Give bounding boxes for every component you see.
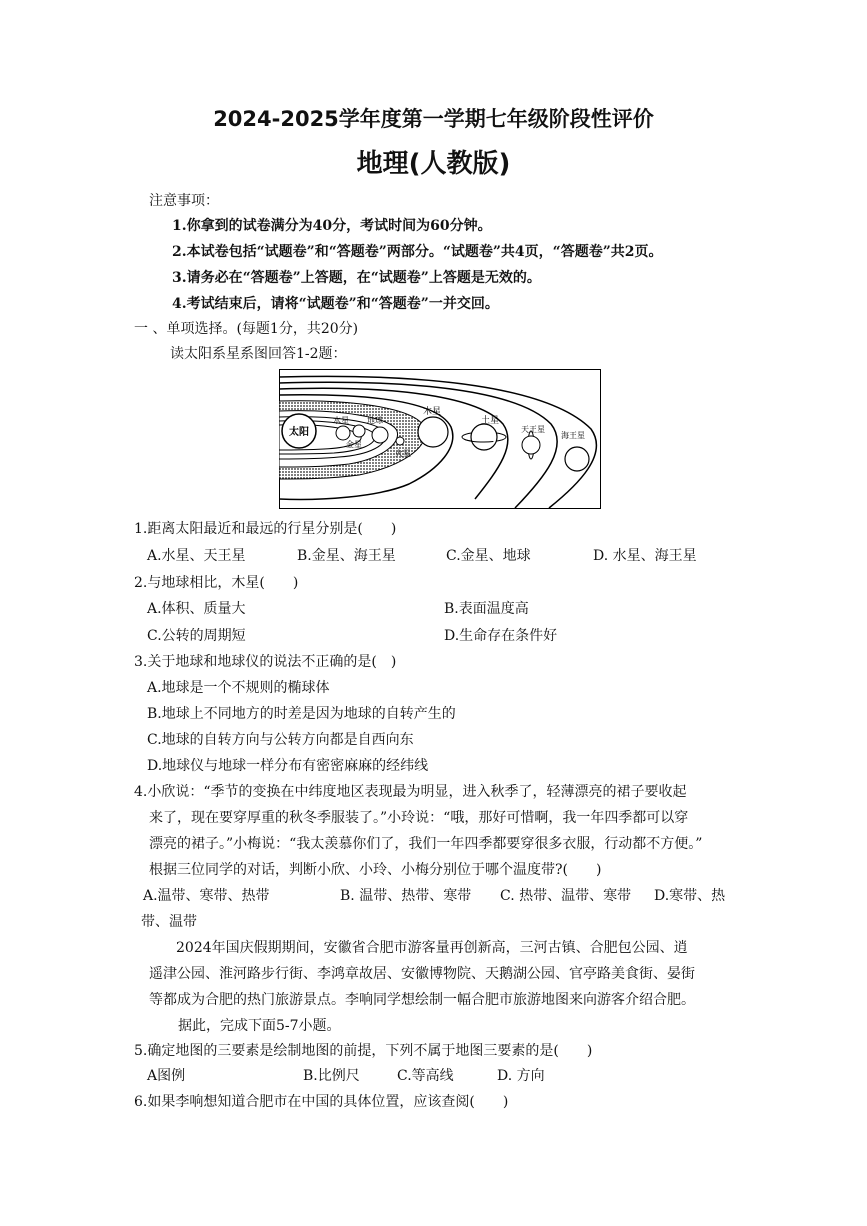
question-2-stem: 2.与地球相比，木星( ) (134, 575, 299, 591)
q5-option-b: B.比例尺 (303, 1068, 360, 1084)
section-heading: 一 、单项选择。(每题1分，共20分) (134, 321, 359, 337)
section-intro: 读太阳系星系图回答1-2题： (170, 346, 347, 362)
mars-label: 火星 (395, 449, 411, 458)
q4-option-a: A.温带、寒带、热带 (143, 888, 270, 904)
mercury-label: 水星 (333, 416, 349, 425)
jupiter-label: 木星 (423, 407, 442, 417)
q1-option-b: B.金星、海王星 (297, 548, 396, 564)
jupiter (418, 417, 448, 447)
q4-option-d-continued: 带、温带 (141, 914, 197, 930)
q4-option-b: B. 温带、热带、寒带 (340, 888, 472, 904)
saturn (471, 424, 497, 450)
notes-heading: 注意事项： (149, 193, 219, 209)
solar-system-diagram (279, 369, 601, 509)
q5-option-a: A图例 (147, 1068, 186, 1084)
question-4-line-3: 漂亮的裙子。”小梅说：“我太羡慕你们了，我们一年四季都要穿很多衣服，行动都不方便。” (149, 836, 703, 852)
q2-option-c: C.公转的周期短 (147, 628, 246, 644)
question-4-line-1: 4.小欣说：“季节的变换在中纬度地区表现最为明显，进入秋季了，轻薄漂亮的裙子要收起 (134, 784, 687, 800)
earth-label: 地球 (367, 416, 383, 425)
venus-label: 金星 (346, 440, 362, 449)
exam-title: 2024-2025学年度第一学期七年级阶段性评价 (213, 107, 654, 131)
q5-option-d: D. 方向 (497, 1068, 545, 1084)
mercury (336, 426, 350, 440)
sun-label: 太阳 (289, 427, 309, 438)
q4-option-c: C. 热带、温带、寒带 (500, 888, 632, 904)
question-4-line-2: 来了，现在要穿厚重的秋冬季服装了。”小玲说：“哦，那好可惜啊，我一年四季都可以穿 (149, 810, 689, 826)
q1-option-c: C.金星、地球 (446, 548, 531, 564)
question-5-stem: 5.确定地图的三要素是绘制地图的前提，下列不属于地图三要素的是( ) (134, 1043, 593, 1059)
q5-option-c: C.等高线 (397, 1068, 454, 1084)
q3-option-a: A.地球是一个不规则的椭球体 (147, 680, 330, 696)
question-3-stem: 3.关于地球和地球仪的说法不正确的是( ) (134, 654, 397, 670)
passage-line-2: 遥津公园、淮河路步行街、李鸿章故居、安徽博物院、天鹅湖公园、官亭路美食街、晏街 (149, 966, 695, 982)
q3-option-c: C.地球的自转方向与公转方向都是自西向东 (147, 732, 414, 748)
q1-option-d: D. 水星、海王星 (593, 548, 697, 564)
q3-option-b: B.地球上不同地方的时差是因为地球的自转产生的 (147, 706, 456, 722)
q4-option-d: D.寒带、热 (654, 888, 726, 904)
q2-option-b: B.表面温度高 (444, 601, 529, 617)
neptune-label: 海王星 (561, 431, 585, 440)
uranus (522, 436, 540, 454)
note-item-4: 4.考试结束后，请将“试题卷”和“答题卷”一并交回。 (172, 296, 499, 312)
passage-line-1: 2024年国庆假期期间，安徽省合肥市游客量再创新高，三河古镇、合肥包公园、逍 (176, 940, 688, 956)
mars (396, 437, 404, 445)
q2-option-d: D.生命存在条件好 (444, 628, 558, 644)
neptune (565, 447, 589, 471)
earth (372, 427, 388, 443)
q1-option-a: A.水星、天王星 (147, 548, 246, 564)
venus (353, 425, 365, 437)
passage-line-4: 据此，完成下面5-7小题。 (178, 1018, 341, 1034)
question-6-stem: 6.如果李响想知道合肥市在中国的具体位置，应该查阅( ) (134, 1094, 509, 1110)
note-item-1: 1.你拿到的试卷满分为40分，考试时间为60分钟。 (172, 218, 492, 234)
q2-option-a: A.体积、质量大 (147, 601, 246, 617)
note-item-3: 3.请务必在“答题卷”上答题，在“试题卷”上答题是无效的。 (172, 270, 541, 286)
exam-subject: 地理(人教版) (356, 149, 511, 179)
question-1-stem: 1.距离太阳最近和最远的行星分别是( ) (134, 521, 397, 537)
q3-option-d: D.地球仪与地球一样分布有密密麻麻的经纬线 (147, 758, 429, 774)
passage-line-3: 等都成为合肥的热门旅游景点。李响同学想绘制一幅合肥市旅游地图来向游客介绍合肥。 (149, 992, 695, 1008)
uranus-label: 天王星 (521, 425, 545, 434)
saturn-label: 土星 (481, 416, 500, 426)
note-item-2: 2.本试卷包括“试题卷”和“答题卷”两部分。“试题卷”共4页，“答题卷”共2页。 (172, 244, 663, 260)
question-4-line-4: 根据三位同学的对话，判断小欣、小玲、小梅分别位于哪个温度带?( ) (149, 862, 602, 878)
